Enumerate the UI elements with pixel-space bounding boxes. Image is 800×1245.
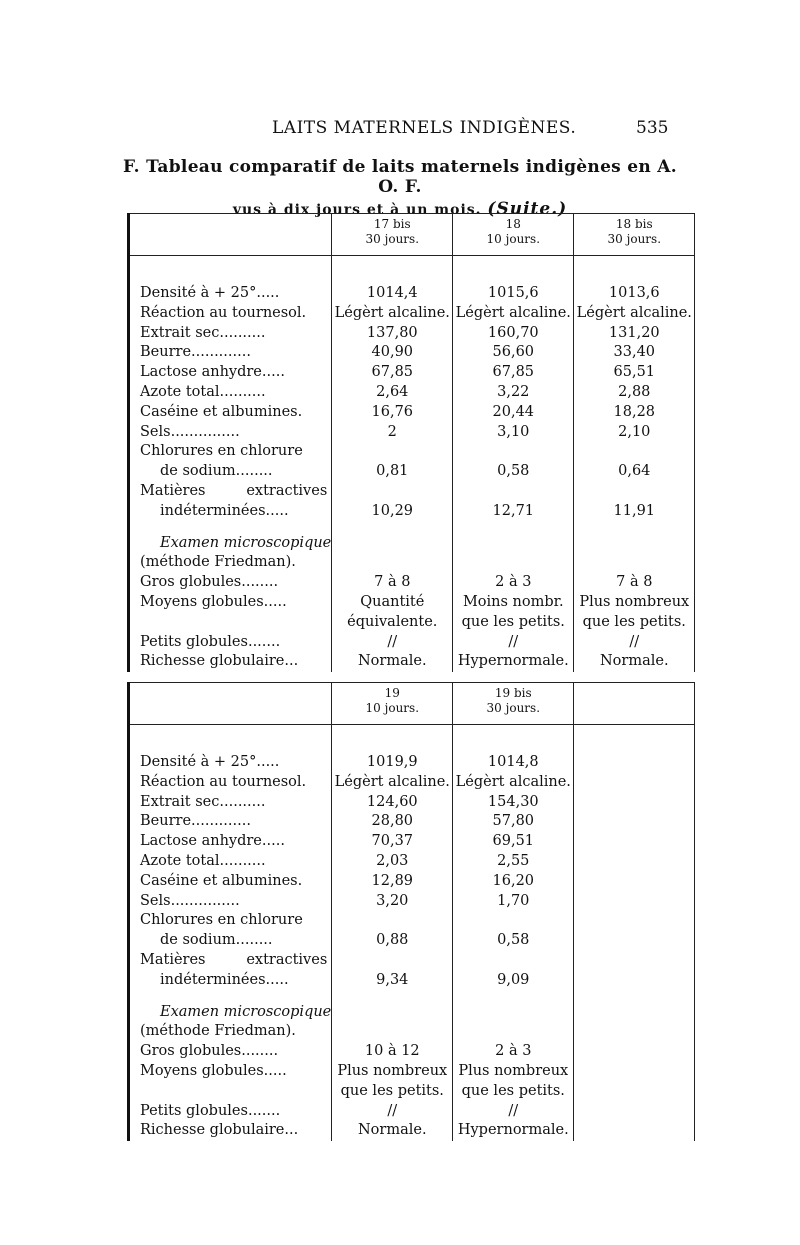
table-row — [129, 773, 695, 793]
value-cell: 2 — [332, 423, 453, 443]
value-cell — [453, 442, 574, 462]
value-cell — [332, 482, 453, 502]
value-cell: 1014,4 — [332, 284, 453, 304]
value-cell — [453, 522, 574, 534]
label-text: de sodium........ — [160, 932, 273, 949]
value-cell: // — [453, 1102, 574, 1122]
row-label — [129, 1062, 332, 1082]
label-text: de sodium........ — [160, 463, 273, 480]
label-text: Réaction au tournesol. — [140, 304, 307, 321]
value-cell — [574, 911, 695, 931]
value-cell: que les petits. — [453, 613, 574, 633]
column-age: 30 jours. — [365, 232, 420, 246]
value-cell: Quantité — [332, 593, 453, 613]
row-label — [129, 324, 332, 344]
value-cell — [574, 832, 695, 852]
value-cell — [574, 1022, 695, 1042]
label-text: Azote total.......... — [140, 852, 266, 869]
value-cell: Plus nombreux — [574, 593, 695, 613]
comparison-table-2 — [127, 682, 695, 1141]
label-text: Richesse globulaire... — [140, 653, 299, 670]
row-label — [129, 812, 332, 832]
value-cell: Légèrt alcaline. — [453, 304, 574, 324]
table-row — [129, 911, 695, 931]
value-cell — [453, 256, 574, 285]
row-label — [129, 553, 332, 573]
value-cell: 0,58 — [453, 931, 574, 951]
table-row — [129, 1003, 695, 1023]
label-text: Réaction au tournesol. — [140, 773, 307, 790]
value-cell: 2,55 — [453, 852, 574, 872]
table-row — [129, 573, 695, 593]
table-row — [129, 1102, 695, 1122]
label-text: Moyens globules..... — [140, 593, 287, 610]
value-cell — [574, 753, 695, 773]
row-label — [129, 343, 332, 363]
value-cell — [332, 214, 453, 256]
label-text: Examen microscopique — [160, 534, 332, 551]
value-cell: Légèrt alcaline. — [332, 304, 453, 324]
label-text: Moyens globules..... — [140, 1062, 287, 1079]
table-row — [129, 383, 695, 403]
row-label — [129, 832, 332, 852]
table-row — [129, 284, 695, 304]
table-row — [129, 256, 695, 285]
value-cell — [574, 1082, 695, 1102]
column-age: 30 jours. — [607, 232, 662, 246]
label-text: Richesse globulaire... — [140, 1122, 299, 1139]
row-label — [129, 1003, 332, 1023]
row-label — [129, 423, 332, 443]
value-cell — [574, 534, 695, 554]
value-cell: 69,51 — [453, 832, 574, 852]
row-label — [129, 872, 332, 892]
value-cell — [332, 991, 453, 1003]
value-cell: 20,44 — [453, 403, 574, 423]
row-label — [129, 852, 332, 872]
table-row — [129, 1022, 695, 1042]
label-text: Sels............... — [140, 892, 240, 909]
row-label — [129, 256, 332, 285]
value-cell: 7 à 8 — [574, 573, 695, 593]
label-text: Beurre............. — [140, 813, 251, 830]
table-row — [129, 1042, 695, 1062]
row-label — [129, 753, 332, 773]
row-label — [129, 304, 332, 324]
value-cell — [453, 683, 574, 725]
value-cell — [453, 991, 574, 1003]
table-row — [129, 793, 695, 813]
row-label — [129, 892, 332, 912]
value-cell — [574, 931, 695, 951]
table-row — [129, 1062, 695, 1082]
value-cell: 9,34 — [332, 971, 453, 991]
table-row — [129, 683, 695, 725]
row-label — [129, 522, 332, 534]
value-cell: 1015,6 — [453, 284, 574, 304]
value-cell — [574, 872, 695, 892]
value-cell: 7 à 8 — [332, 573, 453, 593]
value-cell: 3,22 — [453, 383, 574, 403]
running-title: LAITS MATERNELS INDIGÈNES. — [272, 118, 577, 138]
value-cell: // — [574, 633, 695, 653]
table-row — [129, 442, 695, 462]
value-cell: que les petits. — [574, 613, 695, 633]
value-cell — [574, 214, 695, 256]
label-part: extractives — [246, 951, 328, 968]
table-row — [129, 423, 695, 443]
value-cell: 1,70 — [453, 892, 574, 912]
row-label — [129, 971, 332, 991]
table-row — [129, 304, 695, 324]
value-cell — [574, 1102, 695, 1122]
value-cell: Légèrt alcaline. — [574, 304, 695, 324]
label-text: Petits globules....... — [140, 633, 281, 650]
value-cell: 11,91 — [574, 502, 695, 522]
value-cell: 124,60 — [332, 793, 453, 813]
table-row — [129, 343, 695, 363]
value-cell: Normale. — [332, 652, 453, 672]
value-cell: 2,03 — [332, 852, 453, 872]
row-label — [129, 482, 332, 502]
value-cell — [332, 553, 453, 573]
value-cell — [453, 482, 574, 502]
table-row — [129, 522, 695, 534]
value-cell — [453, 1022, 574, 1042]
value-cell: 12,71 — [453, 502, 574, 522]
column-number: 18 — [505, 217, 521, 231]
value-cell: 2,64 — [332, 383, 453, 403]
value-cell: Moins nombr. — [453, 593, 574, 613]
value-cell: 12,89 — [332, 872, 453, 892]
label-text: Densité à + 25°..... — [140, 285, 280, 301]
value-cell: Légèrt alcaline. — [332, 773, 453, 793]
row-label — [129, 991, 332, 1003]
value-cell: 1014,8 — [453, 753, 574, 773]
table-row — [129, 753, 695, 773]
value-cell: Normale. — [574, 652, 695, 672]
label-text: Gros globules........ — [140, 1043, 279, 1060]
table-row — [129, 633, 695, 653]
value-cell — [453, 911, 574, 931]
row-label — [129, 363, 332, 383]
row-label — [129, 462, 332, 482]
value-cell: que les petits. — [332, 1082, 453, 1102]
row-label — [129, 1082, 332, 1102]
value-cell: 154,30 — [453, 793, 574, 813]
value-cell: // — [332, 633, 453, 653]
table-row — [129, 951, 695, 971]
value-cell — [574, 773, 695, 793]
row-label — [129, 383, 332, 403]
table-row — [129, 852, 695, 872]
value-cell: 65,51 — [574, 363, 695, 383]
value-cell: Plus nombreux — [332, 1062, 453, 1082]
value-cell: 56,60 — [453, 343, 574, 363]
value-cell — [453, 534, 574, 554]
value-cell: Plus nombreux — [453, 1062, 574, 1082]
label-text: Chlorures en chlorure — [140, 912, 303, 929]
row-label — [129, 725, 332, 754]
value-cell — [574, 553, 695, 573]
row-label — [129, 931, 332, 951]
label-text: Caséine et albumines. — [140, 403, 303, 420]
table-row — [129, 832, 695, 852]
label-text: (méthode Friedman). — [140, 1023, 296, 1040]
value-cell: Hypernormale. — [453, 652, 574, 672]
value-cell — [332, 683, 453, 725]
value-cell — [574, 812, 695, 832]
table-row — [129, 1082, 695, 1102]
value-cell: 160,70 — [453, 324, 574, 344]
value-cell: 16,20 — [453, 872, 574, 892]
table-row — [129, 214, 695, 256]
value-cell: 67,85 — [453, 363, 574, 383]
table-row — [129, 971, 695, 991]
row-label — [129, 773, 332, 793]
column-age: 30 jours. — [486, 701, 541, 715]
value-cell: 2 à 3 — [453, 1042, 574, 1062]
label-part: Matières — [140, 951, 206, 968]
value-cell: Hypernormale. — [453, 1121, 574, 1141]
table-row — [129, 812, 695, 832]
table-row — [129, 652, 695, 672]
row-label — [129, 214, 332, 256]
value-cell — [574, 442, 695, 462]
label-text: Chlorures en chlorure — [140, 443, 303, 460]
value-cell — [574, 971, 695, 991]
value-cell — [574, 1062, 695, 1082]
table-row — [129, 462, 695, 482]
row-label — [129, 593, 332, 613]
table-row — [129, 725, 695, 754]
value-cell — [574, 1121, 695, 1141]
label-text: indéterminées..... — [160, 502, 289, 519]
row-label — [129, 284, 332, 304]
label-text: indéterminées..... — [160, 971, 289, 988]
value-cell — [574, 793, 695, 813]
row-label — [129, 613, 332, 633]
value-cell — [453, 951, 574, 971]
table-row — [129, 872, 695, 892]
row-label — [129, 652, 332, 672]
value-cell — [574, 1042, 695, 1062]
row-label — [129, 573, 332, 593]
value-cell: 10 à 12 — [332, 1042, 453, 1062]
table-row — [129, 363, 695, 383]
label-text: Examen microscopique — [160, 1003, 332, 1020]
label-text: Sels............... — [140, 423, 240, 440]
value-cell — [332, 522, 453, 534]
value-cell: 137,80 — [332, 324, 453, 344]
value-cell — [574, 522, 695, 534]
row-label — [129, 442, 332, 462]
table-row — [129, 1121, 695, 1141]
value-cell: Légèrt alcaline. — [453, 773, 574, 793]
value-cell: 1019,9 — [332, 753, 453, 773]
column-number: 19 bis — [494, 686, 532, 700]
value-cell — [574, 725, 695, 754]
row-label — [129, 911, 332, 931]
table-row — [129, 593, 695, 613]
value-cell — [332, 534, 453, 554]
label-text: Caséine et albumines. — [140, 872, 303, 889]
value-cell — [453, 214, 574, 256]
value-cell: Normale. — [332, 1121, 453, 1141]
value-cell — [574, 1003, 695, 1023]
table-row — [129, 991, 695, 1003]
value-cell: 70,37 — [332, 832, 453, 852]
label-text: Beurre............. — [140, 344, 251, 361]
column-age: 10 jours. — [365, 701, 420, 715]
row-label — [129, 1022, 332, 1042]
column-age: 10 jours. — [486, 232, 541, 246]
row-label — [129, 502, 332, 522]
value-cell — [453, 725, 574, 754]
value-cell: 3,20 — [332, 892, 453, 912]
value-cell: 3,10 — [453, 423, 574, 443]
column-number: 19 — [384, 686, 400, 700]
value-cell — [332, 442, 453, 462]
value-cell — [332, 1022, 453, 1042]
value-cell — [332, 725, 453, 754]
value-cell: équivalente. — [332, 613, 453, 633]
value-cell: // — [332, 1102, 453, 1122]
row-label — [129, 793, 332, 813]
heading-line-1: F. Tableau comparatif de laits maternels indigènes en A. O. F. — [123, 157, 677, 197]
value-cell — [574, 683, 695, 725]
value-cell: 0,58 — [453, 462, 574, 482]
table-heading — [120, 157, 680, 219]
value-cell — [574, 256, 695, 285]
label-text: Azote total.......... — [140, 383, 266, 400]
value-cell: 57,80 — [453, 812, 574, 832]
label-text: Petits globules....... — [140, 1102, 281, 1119]
value-cell — [332, 1003, 453, 1023]
comparison-table-1 — [127, 213, 695, 672]
value-cell — [332, 951, 453, 971]
running-head — [0, 118, 800, 142]
label-text: Densité à + 25°..... — [140, 754, 280, 770]
table-row — [129, 482, 695, 502]
row-label — [129, 683, 332, 725]
label-text: Extrait sec.......... — [140, 324, 266, 341]
label-part: extractives — [246, 482, 328, 499]
row-label — [129, 1121, 332, 1141]
table-row — [129, 534, 695, 554]
column-number: 18 bis — [615, 217, 653, 231]
value-cell — [574, 951, 695, 971]
row-label — [129, 633, 332, 653]
value-cell: 2 à 3 — [453, 573, 574, 593]
row-label — [129, 951, 332, 971]
label-text: Lactose anhydre..... — [140, 833, 285, 850]
value-cell: 40,90 — [332, 343, 453, 363]
table-row — [129, 324, 695, 344]
label-text: (méthode Friedman). — [140, 554, 296, 571]
value-cell: 0,88 — [332, 931, 453, 951]
row-label — [129, 1102, 332, 1122]
value-cell: 2,10 — [574, 423, 695, 443]
value-cell — [574, 991, 695, 1003]
heading-suite: (Suite.) — [487, 199, 568, 219]
table-row — [129, 403, 695, 423]
value-cell — [574, 852, 695, 872]
table-row — [129, 613, 695, 633]
value-cell — [453, 553, 574, 573]
label-part: Matières — [140, 482, 206, 499]
value-cell: que les petits. — [453, 1082, 574, 1102]
value-cell: 16,76 — [332, 403, 453, 423]
label-text: Lactose anhydre..... — [140, 364, 285, 381]
value-cell — [574, 892, 695, 912]
label-text: Gros globules........ — [140, 574, 279, 591]
table-row — [129, 553, 695, 573]
value-cell: 28,80 — [332, 812, 453, 832]
value-cell: 67,85 — [332, 363, 453, 383]
value-cell: 0,64 — [574, 462, 695, 482]
table-row — [129, 502, 695, 522]
column-number: 17 bis — [373, 217, 411, 231]
value-cell: 2,88 — [574, 383, 695, 403]
table-row — [129, 892, 695, 912]
value-cell: // — [453, 633, 574, 653]
row-label — [129, 534, 332, 554]
value-cell: 1013,6 — [574, 284, 695, 304]
value-cell — [574, 482, 695, 502]
heading-subtitle: vus à dix jours et à un mois. — [232, 202, 482, 218]
value-cell: 33,40 — [574, 343, 695, 363]
value-cell: 18,28 — [574, 403, 695, 423]
value-cell: 10,29 — [332, 502, 453, 522]
value-cell: 131,20 — [574, 324, 695, 344]
row-label — [129, 403, 332, 423]
label-text: Extrait sec.......... — [140, 793, 266, 810]
value-cell: 9,09 — [453, 971, 574, 991]
page-number: 535 — [636, 118, 669, 138]
value-cell — [332, 911, 453, 931]
table-row — [129, 931, 695, 951]
value-cell: 0,81 — [332, 462, 453, 482]
row-label — [129, 1042, 332, 1062]
value-cell — [332, 256, 453, 285]
value-cell — [453, 1003, 574, 1023]
